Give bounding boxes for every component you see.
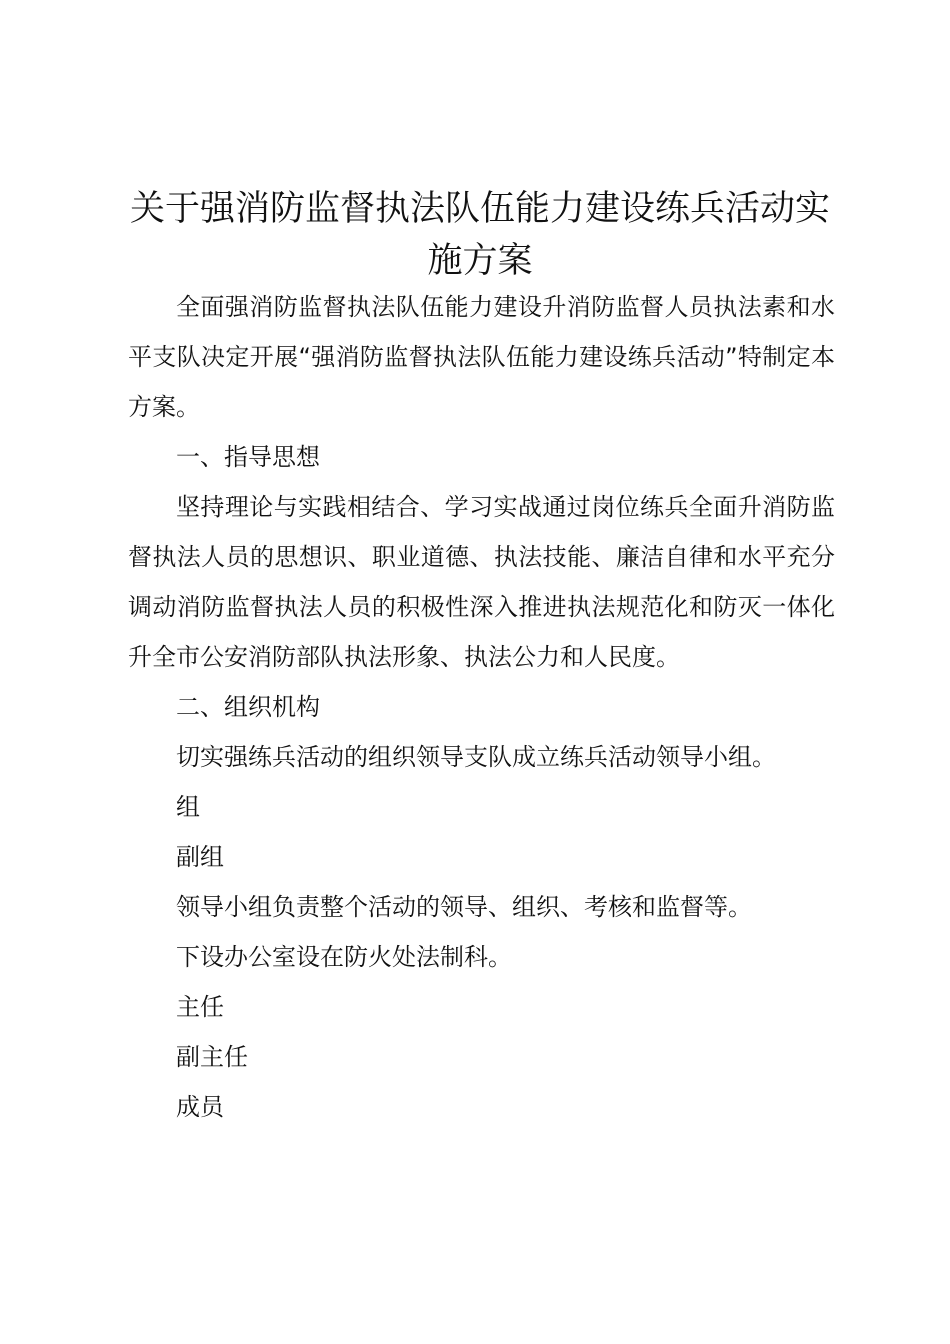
- deputy-group-leader-line: 副组: [176, 843, 224, 871]
- deputy-director-line: 副主任: [176, 1043, 248, 1071]
- leadership-duty-line: 领导小组负责整个活动的领导、组织、考核和监督等。: [176, 893, 752, 921]
- document-body: [128, 282, 835, 1132]
- section-heading-guiding-ideology: 一、指导思想: [176, 443, 320, 471]
- section-heading-organization: 二、组织机构: [176, 693, 320, 721]
- document-title: 关于强消防监督执法队伍能力建设练兵活动实施方案: [129, 189, 830, 281]
- office-location-line: 下设办公室设在防火处法制科。: [176, 943, 512, 971]
- organization-paragraph: 切实强练兵活动的组织领导支队成立练兵活动领导小组。: [176, 743, 776, 771]
- director-line: 主任: [176, 993, 224, 1021]
- intro-paragraph: 全面强消防监督执法队伍能力建设升消防监督人员执法素和水平支队决定开展“强消防监督执法队伍能力建设练兵活动”特制定本方案。: [128, 293, 835, 421]
- guiding-ideology-paragraph: 坚持理论与实践相结合、学习实战通过岗位练兵全面升消防监督执法人员的思想识、职业道德、执法技能、廉洁自律和水平充分调动消防监督执法人员的积极性深入推进执法规范化和防灭一体化升全市公安消防部队执法形象、执法公力和人民度。: [128, 493, 835, 671]
- members-line: 成员: [176, 1093, 224, 1121]
- group-leader-line: 组: [176, 793, 200, 821]
